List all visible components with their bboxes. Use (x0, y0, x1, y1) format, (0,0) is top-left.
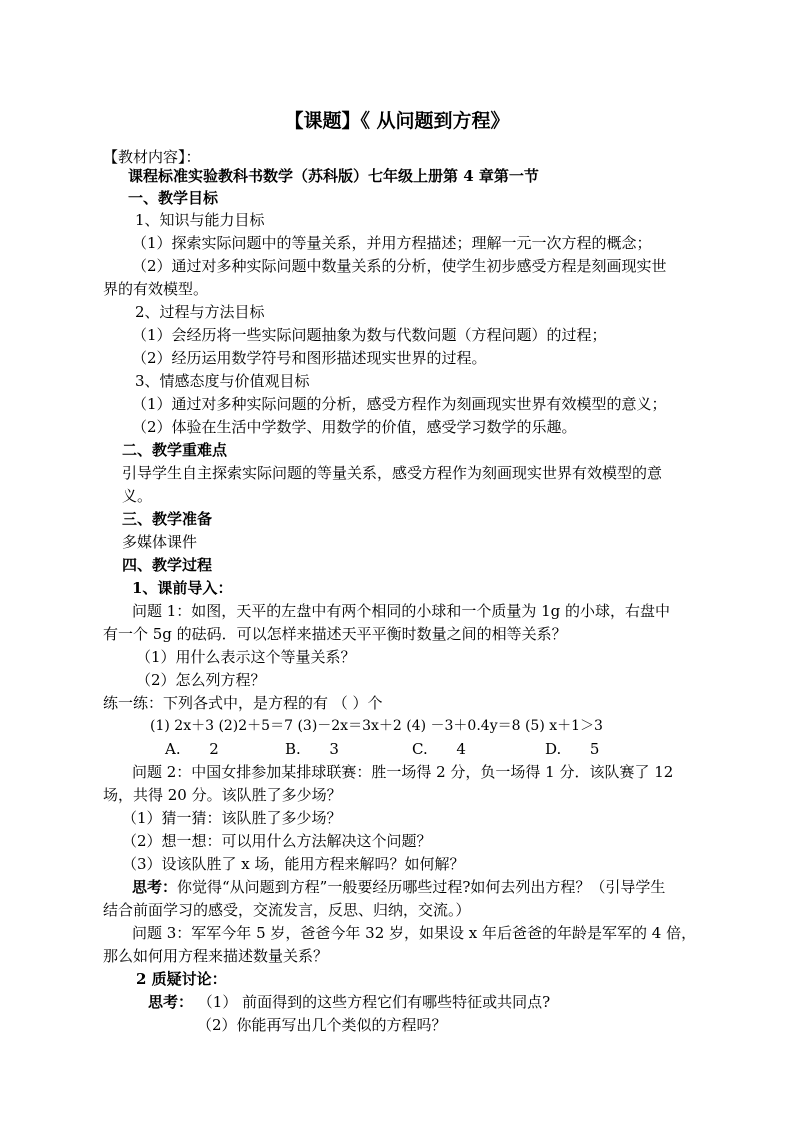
practice-prompt: 练一练：下列各式中，是方程的有 （ ）个 (103, 694, 383, 712)
goal-line-cont: 界的有效模型。 (103, 280, 209, 298)
heading-teaching-process: 四、教学过程 (122, 556, 213, 574)
heading-teaching-goals: 一、教学目标 (128, 189, 219, 207)
preparation-text: 多媒体课件 (122, 533, 198, 551)
think-text: 你觉得“从问题到方程”一般要经历哪些过程?如何去列出方程？（引导学生 (177, 878, 666, 896)
subheading-attitude: 3、情感态度与价值观目标 (135, 372, 310, 390)
choice-letter: D. (545, 740, 562, 758)
goal-line: （2）经历运用数学符号和图形描述现实世界的过程。 (132, 349, 487, 367)
choice-value: 4 (456, 740, 466, 758)
subheading-process: 2、过程与方法目标 (135, 303, 265, 321)
discussion-item-1 (148, 992, 550, 1012)
question-3: 问题 3：军军今年 5 岁，爸爸今年 32 岁，如果设 x 年后爸爸的年龄是军军的 4 倍， (132, 924, 697, 942)
section-label-materials: 【教材内容】： (103, 148, 201, 166)
question-1-cont: 有一个 5g 的砝码．可以怎样来描述天平平衡时数量之间的相等关系？ (103, 625, 567, 643)
goal-line: （1）探索实际问题中的等量关系，并用方程描述；理解一元一次方程的概念； (132, 234, 652, 252)
discussion-text: （1） 前面得到的这些方程它们有哪些特征或共同点? (197, 993, 551, 1011)
goal-line: （1）通过对多种实际问题的分析，感受方程作为刻画现实世界有效模型的意义； (132, 395, 667, 413)
discussion-item-2: （2）你能再写出几个类似的方程吗？ (197, 1016, 447, 1034)
key-points-text-cont: 义。 (122, 487, 153, 505)
goal-line: （2）体验在生活中学数学、用数学的价值，感受学习数学的乐趣。 (132, 418, 577, 436)
question-item: （1）用什么表示这个等量关系？ (136, 648, 356, 666)
subheading-knowledge: 1、知识与能力目标 (135, 211, 265, 229)
heading-key-points: 二、教学重难点 (122, 441, 228, 459)
choice-d (545, 739, 599, 759)
question-1: 问题 1：如图，天平的左盘中有两个相同的小球和一个质量为 1g 的小球，右盘中 (132, 602, 670, 620)
think-label: 思考： (132, 878, 178, 896)
think-paragraph (132, 877, 665, 897)
practice-expressions: (1) 2x＋3 (2)2＋5＝7 (3)－2x＝3x＋2 (4) －3＋0.4y＝8 (5) x＋1＞3 (150, 718, 603, 734)
choice-letter: A. (165, 740, 181, 758)
choice-letter: B. (285, 740, 301, 758)
heading-preparation: 三、教学准备 (122, 510, 213, 528)
question-item: （2）怎么列方程？ (136, 671, 266, 689)
question-item: （1）猜一猜：该队胜了多少场？ (122, 809, 342, 827)
choice-letter: C. (412, 740, 428, 758)
question-item: （3）设该队胜了 x 场，能用方程来解吗？如何解？ (122, 855, 465, 873)
goal-line: （2）通过对多种实际问题中数量关系的分析，使学生初步感受方程是刻画现实世 (132, 257, 667, 275)
choice-value: 2 (209, 740, 219, 758)
question-3-cont: 那么如何用方程来描述数量关系？ (103, 947, 329, 965)
choice-c (412, 739, 466, 759)
question-2: 问题 2：中国女排参加某排球联赛：胜一场得 2 分，负一场得 1 分．该队赛了 12 (132, 763, 674, 781)
choice-a (165, 739, 219, 759)
key-points-text: 引导学生自主探索实际问题的等量关系，感受方程作为刻画现实世界有效模型的意 (122, 464, 663, 482)
textbook-reference: 课程标准实验教科书数学（苏科版）七年级上册第 4 章第一节 (128, 167, 539, 185)
choice-b (285, 739, 339, 759)
subheading-lead-in: 1、课前导入： (132, 579, 233, 597)
page-title: 【课题】《 从问题到方程》 (284, 110, 510, 132)
think-paragraph-cont: 结合前面学习的感受，交流发言，反思、归纳，交流。） (103, 901, 471, 919)
choice-value: 5 (589, 740, 600, 758)
think-label: 思考： (148, 993, 194, 1011)
question-2-cont: 场，共得 20 分。该队胜了多少场？ (103, 786, 342, 804)
question-item: （2）想一想：可以用什么方法解决这个问题？ (122, 832, 432, 850)
goal-line: （1）会经历将一些实际问题抽象为数与代数问题（方程问题）的过程； (132, 326, 607, 344)
choice-value: 3 (329, 740, 339, 758)
subheading-discussion: 2 质疑讨论： (136, 970, 227, 988)
